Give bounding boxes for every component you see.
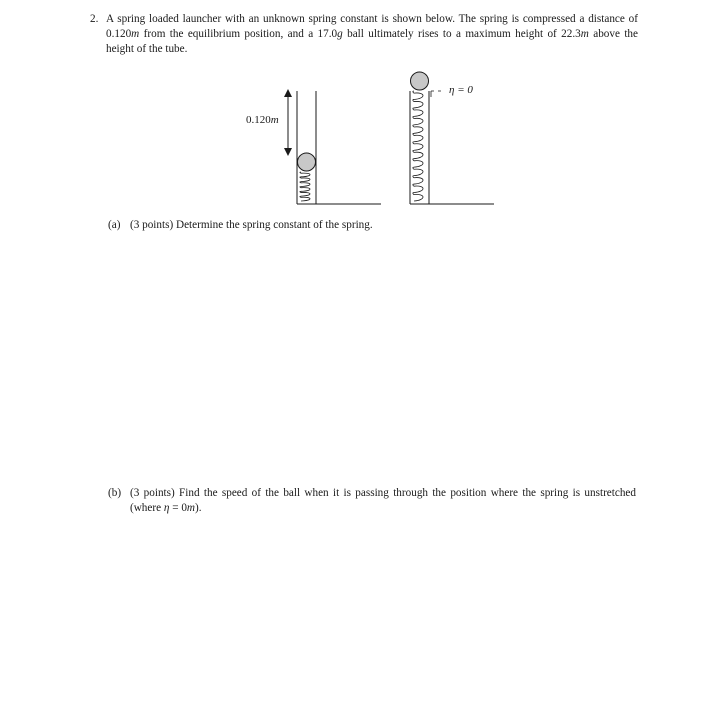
problem-2: [90, 12, 638, 57]
ball-compressed: [298, 153, 316, 171]
part-b-label: (b): [108, 487, 122, 499]
part-a: [108, 218, 636, 233]
part-a-question: (3 points) Determine the spring constant of the spring.: [130, 219, 373, 231]
compression-label: 0.120m: [246, 114, 279, 126]
problem-statement: A spring loaded launcher with an unknown spring constant is shown below. The spring is compressed a distance of 0.120m from the equilibrium position, and a 17.0g ball ultimately rises to a maximum height of 22.3m above the height of the tube.: [106, 13, 638, 55]
compressed-launcher: [246, 91, 381, 204]
part-b-question: (3 points) Find the speed of the ball when it is passing through the position where the spring is unstretched (where η = 0m).: [130, 487, 636, 514]
equilibrium-launcher: [410, 72, 494, 204]
part-b: [108, 486, 636, 516]
problem-number: 2.: [90, 13, 99, 25]
part-a-label: (a): [108, 219, 121, 231]
eta-zero-label: η = 0: [449, 84, 473, 96]
compressed-spring: [300, 172, 310, 201]
ball-equilibrium: [411, 72, 429, 90]
relaxed-spring: [413, 91, 423, 201]
